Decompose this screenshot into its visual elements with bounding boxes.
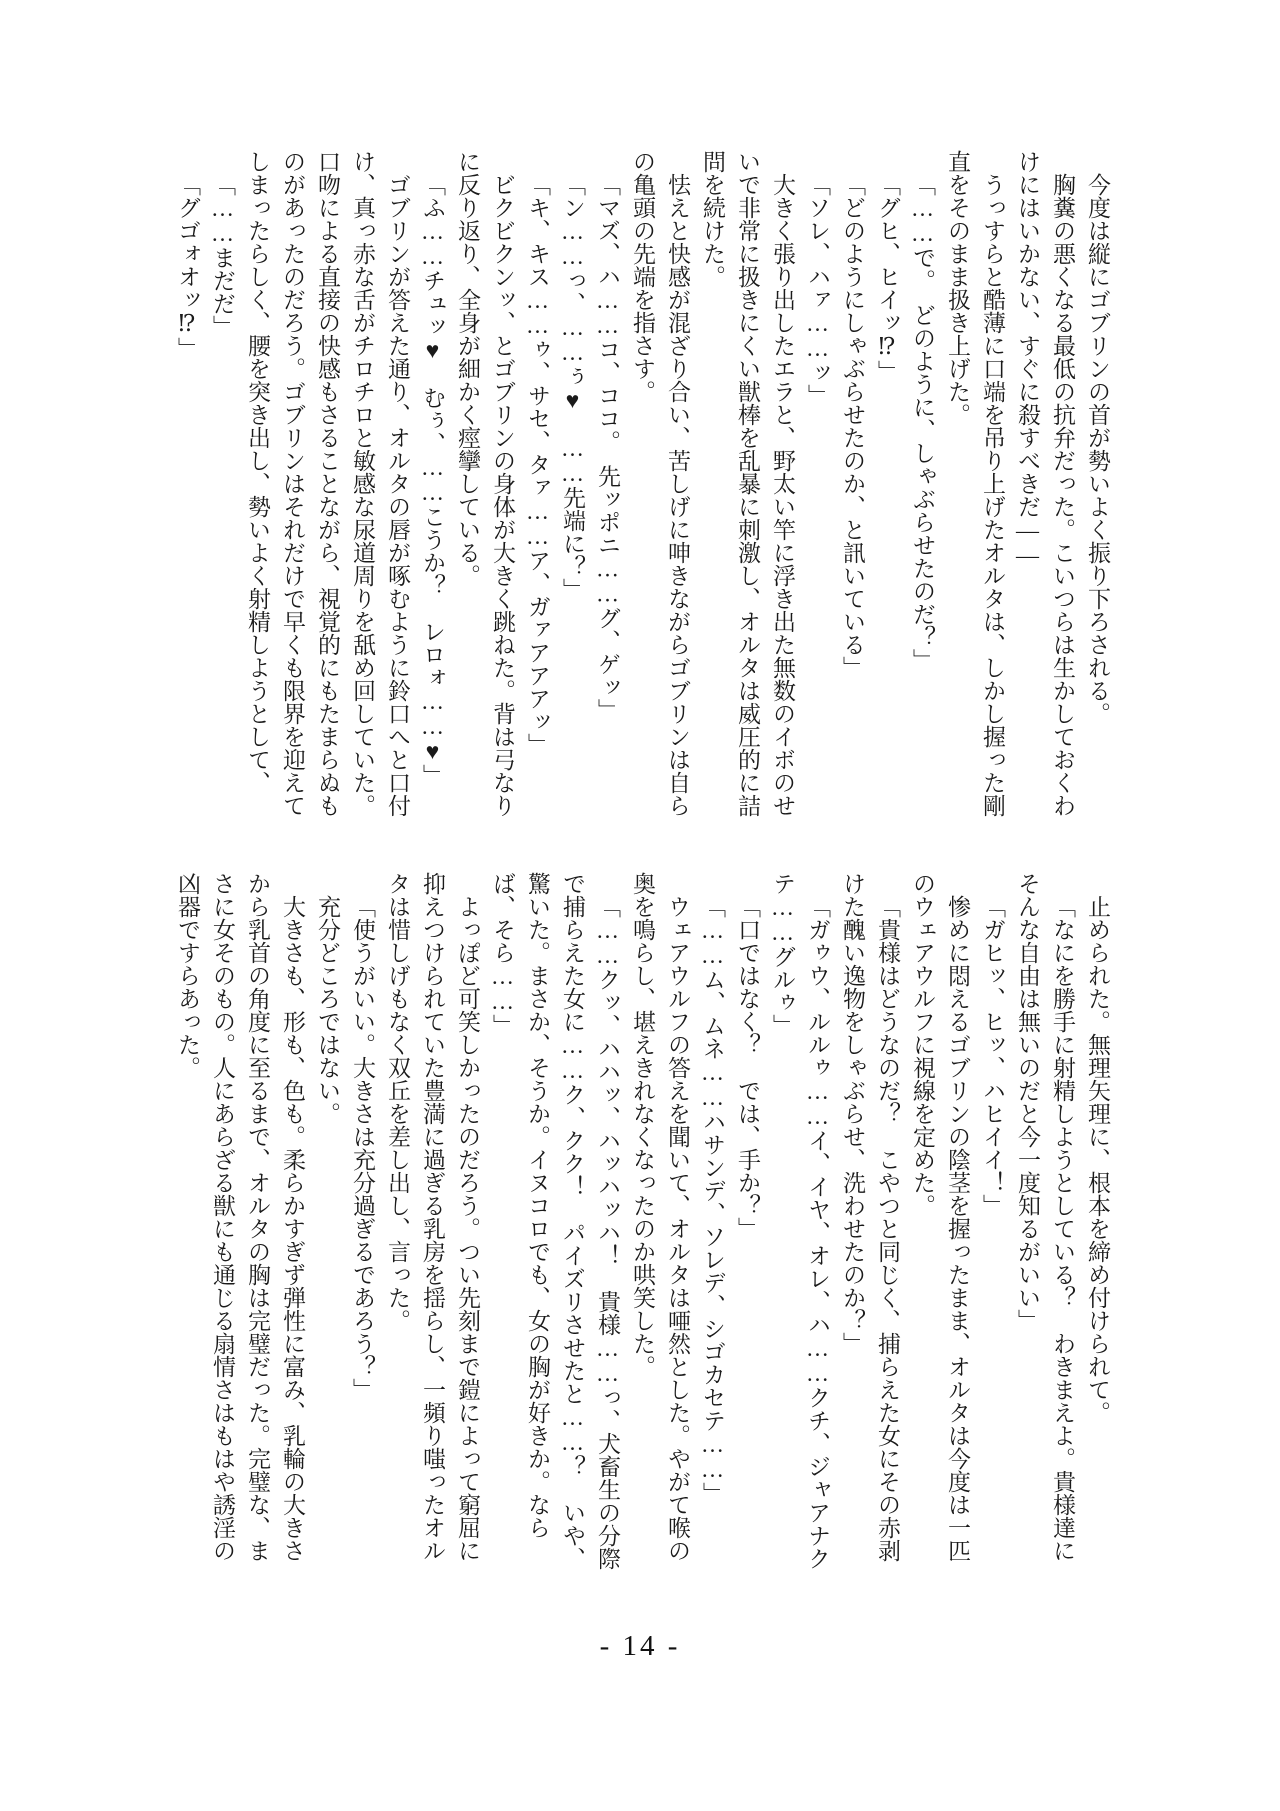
paragraph: ビクビクンッ、とゴブリンの身体が大きく跳ねた。背は弓なりに反り返り、全身が細かく痙攣している。 [455,150,515,817]
paragraph: 「ガヒッ、ヒッ、ハヒイイ！」 [980,895,1005,1217]
paragraph: うっすらと酷薄に口端を吊り上げたオルタは、しかし握った剛直をそのまま扱き上げた。 [945,150,1005,817]
paragraph: 「口ではなく？ では、手か？」 [735,895,760,1240]
paragraph: 「キ、キス……ゥ、サセ、タァ……ア、ガァアアアッ」 [525,173,550,756]
paragraph: 「ソレ、ハァ……ッ」 [805,173,830,407]
paragraph: 今度は縦にゴブリンの首が勢いよく振り下ろされる。 [1085,173,1110,725]
paragraph: よっぽど可笑しかったのだろう。つい先刻まで鎧によって窮屈に抑えつけられていた豊満に過ぎる乳房を揺らし、一頻り嗤ったオルタは惜しげもなく双丘を差し出し、言った。 [385,872,480,1562]
paragraph: 「ン……っ、……ぅ♥ ……先端に？」 [560,173,585,601]
paragraph: 「……まだだ」 [210,173,235,338]
paragraph: 「グヒ、ヒイッ⁉」 [875,173,900,383]
paragraph: 大きく張り出したエラと、野太い竿に浮き出た無数のイボのせいで非常に扱きにくい獣棒を乱暴に刺激し、オルタは威圧的に詰問を続けた。 [700,150,795,817]
paragraph: 「貴様はどうなのだ？ こやつと同じく、捕らえた女にその赤剥けた醜い逸物をしゃぶらせ、洗わせたのか？」 [840,872,900,1562]
paragraph: 大きさも、形も、色も。柔らかすぎず弾性に富み、乳輪の大きさから乳首の角度に至るまで、オルタの胸は完璧だった。完璧な、まさに女そのもの。人にあらざる獣にも通じる扇情さはもはや誘淫の凶器ですらあった。 [175,872,305,1562]
paragraph: 「……クッ、ハハッ、ハッハッハ！ 貴様……っ、犬畜生の分際で捕らえた女に……ク、クク！ パイズリさせたと……？ いや、驚いた。まさか、そうか。イヌコロでも、女の胸が好きか。ならば、そら……」 [490,872,620,1570]
paragraph: 「グゴォオッ⁉」 [175,173,200,360]
paragraph: 胸糞の悪くなる最低の抗弁だった。こいつらは生かしておくわけにはいかない、すぐに殺すべきだ―― [1015,150,1075,817]
bottom-text-block [170,872,1115,1572]
paragraph: 「使うがいい。大きさは充分過ぎるであろう？」 [350,895,375,1401]
paragraph: 「……で。 どのように、しゃぶらせたのだ？」 [910,173,935,672]
paragraph: 「どのようにしゃぶらせたのか、と訊いている」 [840,173,865,679]
paragraph: ウェアウルフの答えを聞いて、オルタは唖然とした。やがて喉の奥を鳴らし、堪えきれなくなったのか哄笑した。 [630,872,690,1562]
paragraph: 「ふ……チュッ♥ むぅ、……こうか？ レロォ……♥」 [420,173,445,787]
paragraph: 「……ム、ムネ……ハサンデ、ソレデ、シゴカセテ……」 [700,895,725,1505]
paragraph: 「なにを勝手に射精しようとしている？ わきまえよ。貴様達にそんな自由は無いのだと今一度知るがいい」 [1015,872,1075,1562]
paragraph: ゴブリンが答えた通り、オルタの唇が啄むように鈴口へと口付け、真っ赤な舌がチロチロと敏感な尿道周りを舐め回していた。口吻による直接の快感もさることながら、視覚的にもたまらぬものがあったのだろう。ゴブリンはそれだけで早くも限界を迎えてしまったらしく、腰を突き出し、勢いよく射精しようとして、 [245,150,410,817]
paragraph: 「ガゥウ、ルルゥ……イ、イヤ、オレ、ハ……クチ、ジャアナクテ……グルゥ」 [770,872,830,1570]
paragraph: 怯えと快感が混ざり合い、苦しげに呻きながらゴブリンは自らの亀頭の先端を指さす。 [630,150,690,817]
paragraph: 惨めに悶えるゴブリンの陰茎を握ったまま、オルタは今度は一匹のウェアウルフに視線を定めた。 [910,872,970,1562]
paragraph: 充分どころではない。 [315,895,340,1125]
top-text-block [170,150,1115,830]
page-number: - 14 - [599,1630,681,1662]
paragraph: 止められた。無理矢理に、根本を締め付けられて。 [1085,895,1110,1424]
paragraph: 「マズ、ハ……コ、ココ。 先ッポニ……グ、ゲッ」 [595,173,620,722]
